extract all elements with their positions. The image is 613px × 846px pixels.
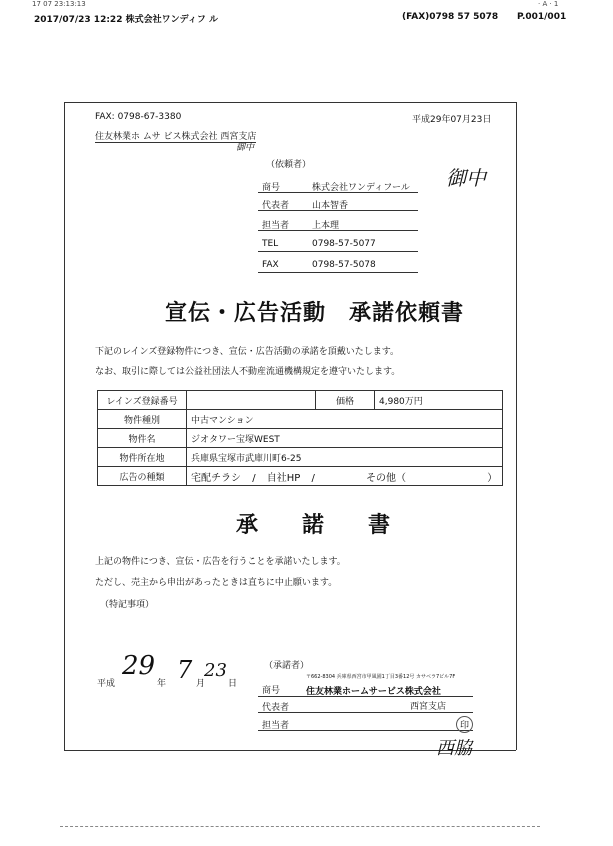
consenter-staff-signature: 西脇 <box>436 738 472 759</box>
scan-edge-line <box>60 826 540 827</box>
intro-line-1: 下記のレインズ登録物件につき、宣伝・広告活動の承諾を頂戴いたします。 <box>95 347 400 357</box>
property-type-value: 中古マンション <box>187 410 503 429</box>
ad-type-label: 広告の種類 <box>98 467 187 486</box>
page-border-right <box>516 102 517 750</box>
ad-option-website: 自社HP <box>266 472 301 484</box>
table-row <box>98 448 503 467</box>
sign-day: 23 <box>204 660 227 681</box>
ad-option-other: その他（ <box>366 472 407 484</box>
page-border-top <box>64 102 516 103</box>
recipient-honorific: 御中 <box>236 143 255 153</box>
table-row <box>98 410 503 429</box>
requester-row-line-3 <box>258 230 418 231</box>
sign-day-unit: 日 <box>228 679 238 689</box>
requester-label-shogo: 商号 <box>262 183 281 193</box>
requester-row-line-1 <box>258 192 418 193</box>
table-row <box>98 429 503 448</box>
consenter-line-3 <box>258 730 473 731</box>
consenter-shogo-label: 商号 <box>262 686 281 696</box>
property-location-value: 兵庫県宝塚市武庫川町6-25 <box>187 448 503 467</box>
property-name-label: 物件名 <box>98 429 187 448</box>
consenter-branch: 西宮支店 <box>410 702 447 712</box>
requester-value-staff: 上本理 <box>312 221 340 231</box>
consenter-heading: （承諾者） <box>264 661 310 671</box>
consenter-seal-mark: 印 <box>456 716 473 733</box>
property-location-label: 物件所在地 <box>98 448 187 467</box>
consenter-address: 〒662-8304 兵庫県西宮市甲風園1丁目3番12号 カサベラ7ビル7F <box>306 674 456 680</box>
requester-row-line-2 <box>258 210 418 211</box>
property-type-label: 物件種別 <box>98 410 187 429</box>
requester-label-tel: TEL <box>262 239 279 249</box>
page-border-left <box>64 102 65 750</box>
property-table <box>97 390 503 486</box>
sign-month-unit: 月 <box>196 679 206 689</box>
requester-heading: （依頼者） <box>266 160 312 170</box>
requester-handwritten-stamp: 御中 <box>446 166 486 190</box>
requester-value-representative: 山本智香 <box>312 201 349 211</box>
price-value: 4,980万円 <box>375 391 503 410</box>
ad-type-value <box>187 467 503 486</box>
consent-line-1: 上記の物件につき、宣伝・広告を行うことを承諾いたします。 <box>95 557 346 567</box>
table-row <box>98 391 503 410</box>
table-row <box>98 467 503 486</box>
fax-header-datetime: 2017/07/23 12:22 株式会社ワンディフ ル <box>34 15 219 25</box>
sign-month: 7 <box>177 656 193 684</box>
consent-title: 承 諾 書 <box>236 512 391 538</box>
sign-year-unit: 年 <box>157 679 167 689</box>
requester-value-tel: 0798-57-5077 <box>312 239 376 249</box>
requester-value-shogo: 株式会社ワンディフール <box>312 183 410 193</box>
document-title: 宣伝・広告活動 承諾依頼書 <box>165 300 465 326</box>
reins-value <box>187 391 316 410</box>
property-name-value: ジオタワー宝塚WEST <box>187 429 503 448</box>
sign-era: 平成 <box>97 679 116 689</box>
requester-row-line-5 <box>258 272 418 273</box>
requester-row-line-4 <box>258 251 418 252</box>
special-notes-label: （特記事項） <box>100 600 155 610</box>
ad-separator: / <box>252 472 256 484</box>
consenter-line-1 <box>258 696 473 697</box>
document-date: 平成29年07月23日 <box>412 115 492 125</box>
requester-label-representative: 代表者 <box>262 201 290 211</box>
requester-label-fax: FAX <box>262 260 279 270</box>
fax-corner-marks: · A · 1 <box>538 0 559 8</box>
consenter-line-2 <box>258 712 473 713</box>
recipient-fax: FAX: 0798-67-3380 <box>95 112 182 122</box>
fax-header-page: P.001/001 <box>517 12 567 22</box>
requester-label-staff: 担当者 <box>262 221 290 231</box>
consenter-rep-label: 代表者 <box>262 703 290 713</box>
requester-value-fax: 0798-57-5078 <box>312 260 376 270</box>
consenter-staff-label: 担当者 <box>262 721 290 731</box>
fax-timestamp-small: 17 07 23:13:13 <box>32 0 86 8</box>
sign-year: 29 <box>122 651 156 681</box>
recipient-company: 住友林業ホ ムサ ビス株式会社 西宮支店 <box>95 129 256 143</box>
intro-line-2: なお、取引に際しては公益社団法人不動産流通機構規定を遵守いたします。 <box>95 367 401 377</box>
consenter-company: 住友林業ホームサービス株式会社 <box>306 687 441 697</box>
reins-label: レインズ登録番号 <box>98 391 187 410</box>
fax-header-number: (FAX)0798 57 5078 <box>402 12 499 22</box>
price-label: 価格 <box>316 391 375 410</box>
ad-separator: / <box>311 472 315 484</box>
ad-option-other-close: ） <box>487 472 498 484</box>
consent-line-2: ただし、売主から申出があったときは直ちに中止願います。 <box>95 578 338 588</box>
ad-option-flyer: 宅配チラシ <box>191 472 241 484</box>
